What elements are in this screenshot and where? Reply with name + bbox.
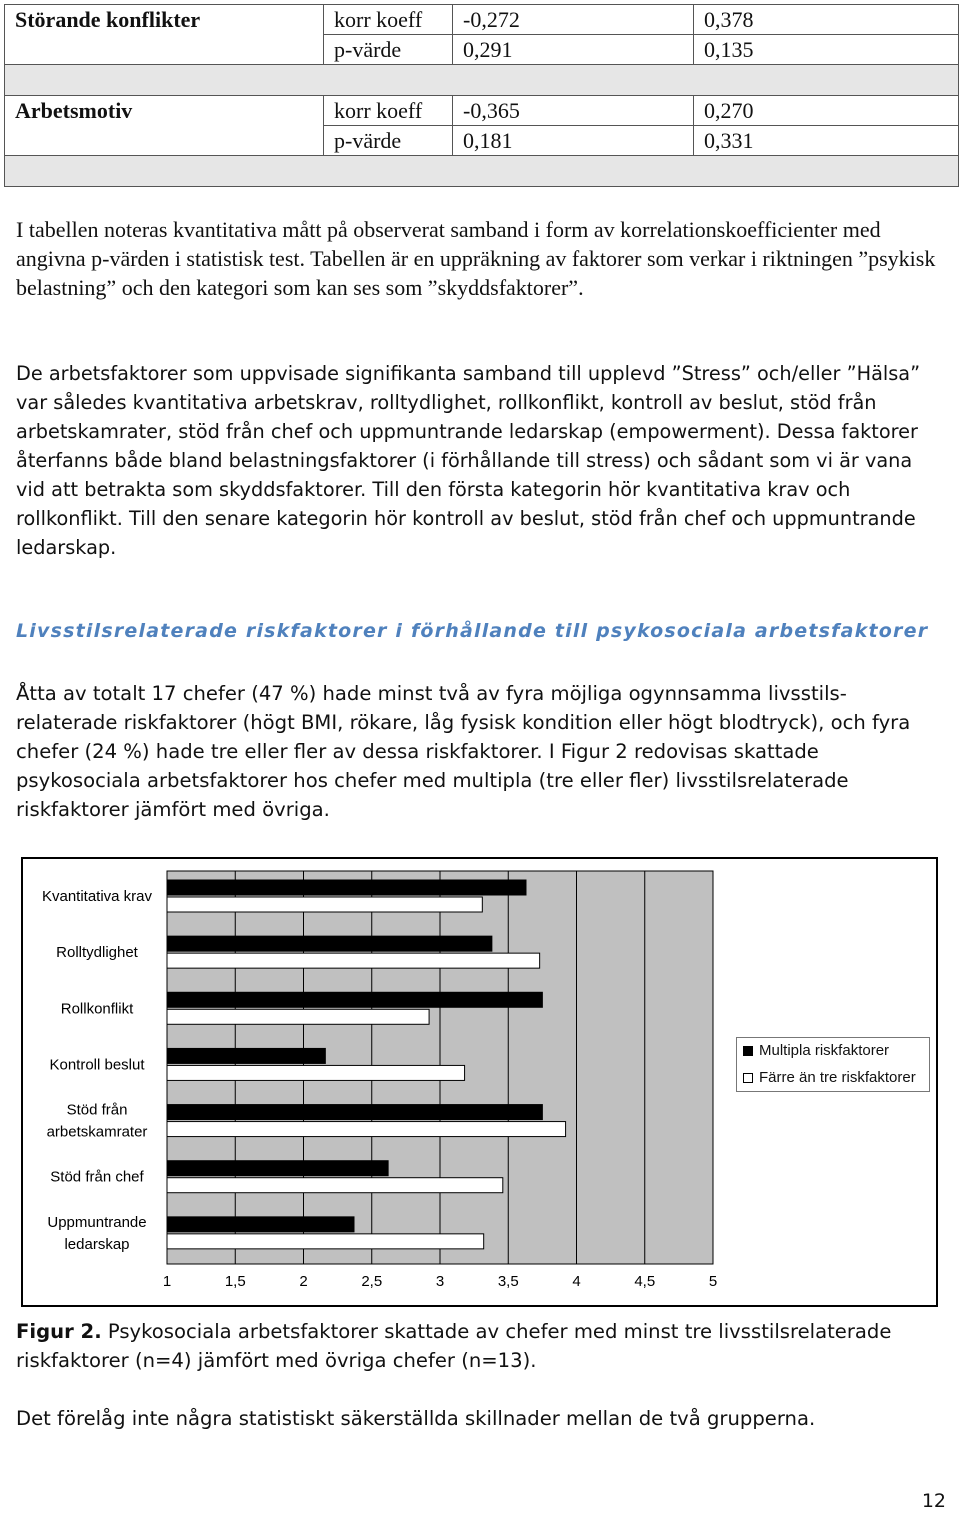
bar-multipla — [167, 936, 492, 951]
bar-multipla — [167, 1161, 388, 1176]
bar-farre — [167, 1065, 465, 1080]
legend-item-farre — [743, 1069, 916, 1086]
legend-swatch-black — [743, 1046, 753, 1056]
table-row — [5, 96, 959, 126]
x-tick-label: 5 — [708, 1273, 718, 1290]
paragraph-conclusion: Det förelåg inte några statistiskt säkerställda skillnader mellan de två grupperna. — [16, 1407, 816, 1430]
measure-label: p-värde — [324, 126, 453, 156]
table-cell: 0,331 — [694, 126, 959, 156]
bar-farre — [167, 1178, 503, 1193]
table-cell: 0,181 — [453, 126, 694, 156]
legend-item-multipla — [743, 1042, 889, 1059]
table-row — [5, 5, 959, 35]
bar-farre — [167, 953, 540, 968]
bar-farre — [167, 897, 482, 912]
bar-multipla — [167, 992, 542, 1007]
paragraph-work-factors: De arbetsfaktorer som uppvisade signifikanta samband till upplevd ”Stress” och/eller ”Hälsa” var således kvantitativa arbetskrav, rolltydlighet, rollkonflikt, kontroll av beslut, stöd från arbetskamrater, stöd från chef och uppmuntrande ledarskap (empowerment). Dessa faktorer återfanns både bland belastningsfaktorer (i förhållande till stress) och sådant som vi är vana vid att betrakta som skyddsfaktorer. Till den första kategorin hör kvantitativa krav och rollkonflikt. Till den senare kategorin hör kontroll av beslut, stöd från chef och uppmuntrande ledarskap. — [16, 362, 921, 559]
x-tick-label: 1 — [162, 1273, 172, 1290]
table-cell: -0,272 — [453, 5, 694, 35]
measure-label: korr koeff — [324, 96, 453, 126]
bar-farre — [167, 1122, 566, 1137]
measure-label: p-värde — [324, 35, 453, 65]
bar-multipla — [167, 880, 526, 895]
bar-multipla — [167, 1105, 542, 1120]
x-tick-label: 4 — [572, 1273, 581, 1290]
bar-multipla — [167, 1217, 354, 1232]
separator-cell — [5, 156, 959, 187]
factor-label: Arbetsmotiv — [5, 96, 324, 156]
category-label: Uppmuntrande — [47, 1213, 147, 1231]
table-cell: 0,291 — [453, 35, 694, 65]
x-tick-label: 2,5 — [361, 1273, 383, 1290]
category-label: Kontroll beslut — [49, 1056, 145, 1074]
table-cell: 0,135 — [694, 35, 959, 65]
measure-label: korr koeff — [324, 5, 453, 35]
factor-label: Störande konflikter — [5, 5, 324, 65]
x-tick-label: 2 — [299, 1273, 308, 1290]
caption-text: Psykosociala arbetsfaktorer skattade av chefer med minst tre livsstilsrelaterade riskfaktorer (n=4) jämfört med övriga chefer (n=13). — [16, 1320, 892, 1372]
bar-farre — [167, 1009, 429, 1024]
legend-swatch-white — [743, 1073, 753, 1083]
figure-caption — [16, 1317, 951, 1375]
x-tick-label: 3 — [435, 1273, 445, 1290]
table-separator-row — [5, 65, 959, 96]
bar-farre — [167, 1234, 484, 1249]
table-cell: 0,270 — [694, 96, 959, 126]
section-heading: Livsstilsrelaterade riskfaktorer i förhållande till psykosociala arbetsfaktorer — [16, 620, 929, 642]
category-label: Kvantitativa krav — [41, 888, 153, 905]
table-cell: 0,378 — [694, 5, 959, 35]
x-tick-label: 3,5 — [497, 1273, 519, 1290]
category-label: Stöd från chef — [50, 1168, 144, 1186]
x-tick-label: 1,5 — [224, 1273, 246, 1290]
x-tick-label: 4,5 — [634, 1273, 656, 1290]
bar-multipla — [167, 1048, 325, 1063]
category-label: ledarskap — [64, 1235, 130, 1253]
table-separator-row — [5, 156, 959, 187]
separator-cell — [5, 65, 959, 96]
category-label: Rollkonflikt — [60, 1000, 134, 1018]
table-cell: -0,365 — [453, 96, 694, 126]
legend-label: Färre än tre riskfaktorer — [759, 1069, 916, 1086]
paragraph-table-note: I tabellen noteras kvantitativa mått på observerat samband i form av korrelationskoefficienter med angivna p-värden i statistisk test. Tabellen är en uppräkning av faktorer som verkar i riktningen ”psykisk belastning” och den kategori som kan ses som ”skyddsfaktorer”. — [16, 217, 936, 300]
caption-label: Figur 2. — [16, 1320, 102, 1343]
chart-legend — [736, 1037, 930, 1092]
category-label: Rolltydlighet — [56, 944, 138, 962]
paragraph-lifestyle: Åtta av totalt 17 chefer (47 %) hade minst två av fyra möjliga ogynnsamma livsstils-relaterade riskfaktorer (högt BMI, rökare, låg fysisk kondition eller högt blodtryck), och fyra chefer (24 %) hade tre eller fler av dessa riskfaktorer. I Figur 2 redovisas skattade psykosociala arbetsfaktorer hos chefer med multipla (tre eller fler) livsstilsrelaterade riskfaktorer jämfört med övriga. — [16, 682, 911, 821]
legend-label: Multipla riskfaktorer — [759, 1042, 890, 1059]
page-number: 12 — [921, 1490, 946, 1512]
correlation-table — [4, 4, 959, 187]
category-label: Stöd från — [66, 1101, 128, 1119]
category-label: arbetskamrater — [46, 1123, 148, 1141]
